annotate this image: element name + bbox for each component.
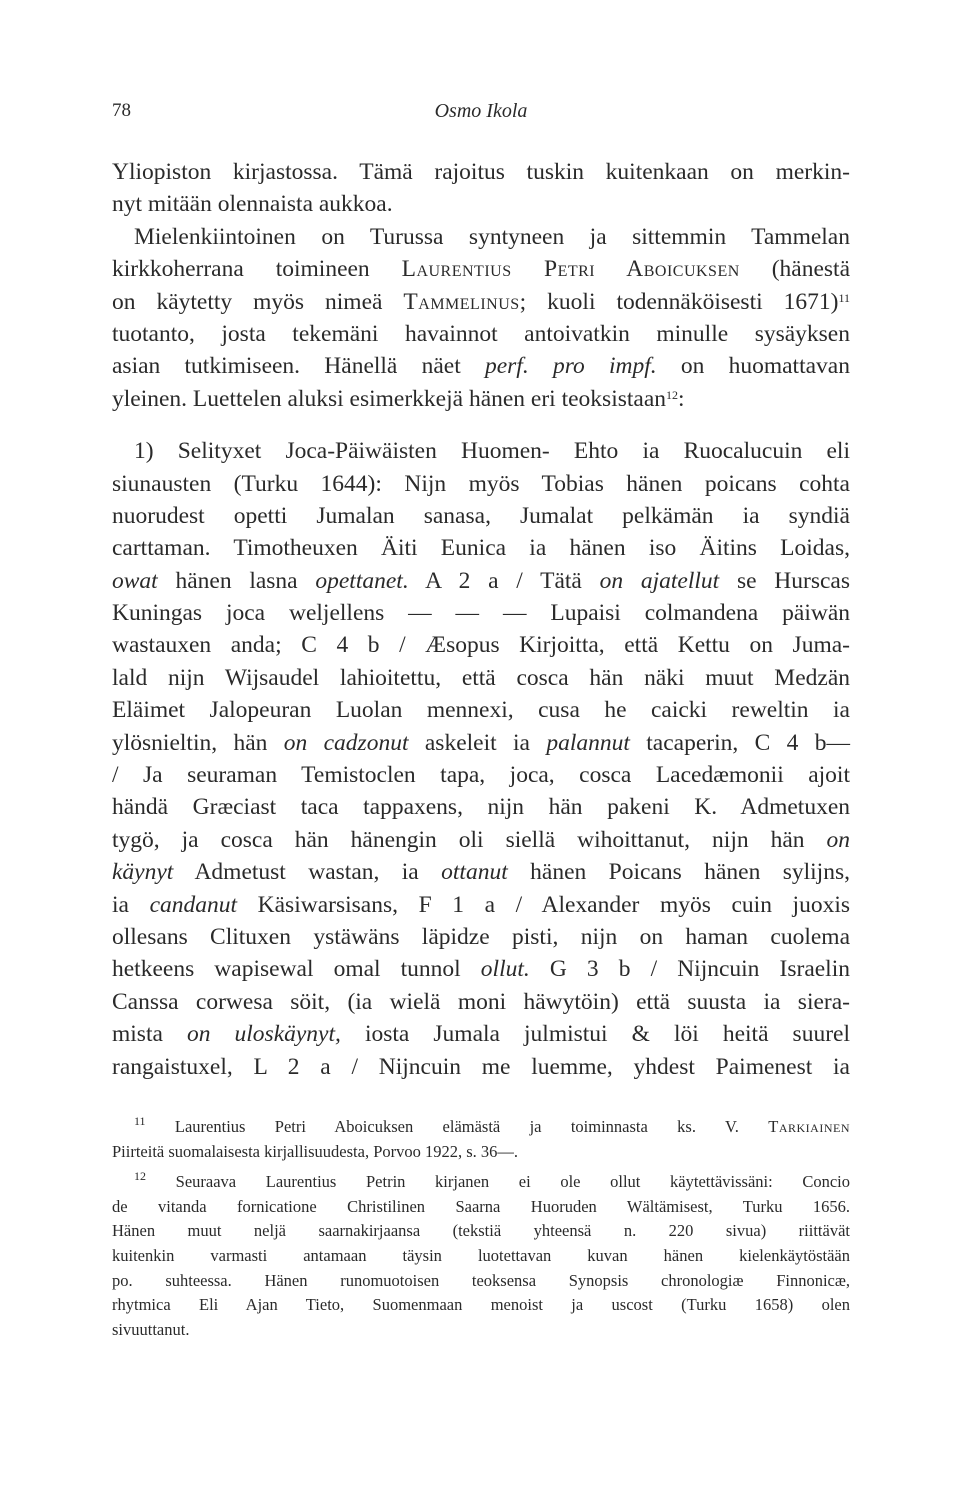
text-line: Yliopiston kirjastossa. Tämä rajoitus tuskin kuitenkaan on merkin- <box>112 159 850 185</box>
text-line: asian tutkimiseen. Hänellä näet perf. pro impf. on huomattavan <box>112 353 850 380</box>
footnote-number: 11 <box>134 1114 146 1128</box>
footnotes <box>112 1115 850 1342</box>
quote-line: mista on uloskäynyt, iosta Jumala julmistui & löi heitä suurel <box>112 1021 850 1048</box>
quote-line: rangaistuxel, L 2 a / Nijncuin me luemme, yhdest Paimenest ia <box>112 1053 850 1080</box>
footnote-line: rhytmica Eli Ajan Tieto, Suomenmaan menoist ja uscost (Turku 1658) olen <box>112 1295 850 1315</box>
italic-term: perf. pro impf. <box>484 353 657 380</box>
quote-line: händä Græciast taca tappaxens, nijn hän pakeni K. Admetuxen <box>112 794 850 821</box>
footnote-line: de vitanda fornicatione Christilinen Saarna Huoruden Wältämisest, Turku 1656. <box>112 1196 850 1216</box>
text-line: nyt mitään olennaista aukkoa. <box>112 191 393 218</box>
quote-line: ylösnieltin, hän on cadzonut askeleit ia palannut tacaperin, C 4 b— <box>112 729 851 756</box>
quote-line: / Ja seuraman Temistoclen tapa, joca, cosca Lacedæmonii ajoit <box>112 762 850 789</box>
text-line: yleinen. Luettelen aluksi esimerkkejä hänen eri teoksistaan$^{12}$: <box>112 385 685 412</box>
footnote-line: $^{11}$ Laurentius Petri Aboicuksen elämästä ja toiminnasta ks. V. Tarkiainen <box>134 1114 850 1136</box>
quote-line: Canssa corwesa söit, (ia wielä moni häwytöin) että suusta ia siera- <box>112 988 850 1015</box>
running-head-author: Osmo Ikola <box>434 100 528 122</box>
quote-line: carttaman. Timotheuxen Äiti Eunica ia hänen iso Äitins Loidas, <box>112 535 850 562</box>
quote-line: lald nijn Wijsaudel lahioitettu, että cosca hän näki muut Medzän <box>112 664 850 691</box>
footnote-line: $^{12}$ Seuraava Laurentius Petrin kirjanen ei ole ollut käytettävissäni: Concio <box>134 1169 850 1192</box>
author-name-smallcaps: Laurentius Petri Aboicuksen <box>401 256 740 283</box>
text-line: on käytetty myös nimeä Tammelinus; kuoli todennäköisesti 1671)$^{11}$ <box>112 288 850 315</box>
text-line: tuotanto, josta tekemäni havainnot antoivatkin minulle sysäyksen <box>112 320 850 347</box>
footnote-ref: 11 <box>838 290 850 305</box>
footnote-line: sivuuttanut. <box>112 1319 190 1339</box>
footnote-number: 12 <box>134 1169 146 1184</box>
footnote-line: po. suhteessa. Hänen runomuotoisen teoksensa Synopsis chronologiæ Finnonicæ, <box>112 1270 850 1290</box>
quote-line: wastauxen anda; C 4 b / Æsopus Kirjoitta, että Kettu on Juma- <box>112 632 850 659</box>
author-name-smallcaps: Tammelinus <box>403 288 520 315</box>
footnote-line: Hänen muut neljä saarnakirjaansa (tekstiä yhteensä n. 220 sivua) riittävät <box>112 1221 850 1241</box>
text-line: kirkkoherrana toimineen Laurentius Petri Aboicuksen (hänestä <box>112 256 850 283</box>
footnote-line: Piirteitä suomalaisesta kirjallisuudesta, Porvoo 1922, s. 36—. <box>112 1141 519 1161</box>
quote-line: siunausten (Turku 1644): Nijn myös Tobias hänen poicans cohta <box>112 470 850 497</box>
quote-line: hetkeens wapisewal omal tunnol ollut. G 3 b / Nijncuin Israelin <box>112 956 850 983</box>
quote-line: tygö, ja cosca hän hänengin oli siellä wihoittanut, nijn hän on <box>112 826 850 853</box>
quote-line: 1) Selityxet Joca-Päiwäisten Huomen- Ehto ia Ruocalucuin eli <box>134 438 850 465</box>
quote-line: käynyt Admetust wastan, ia ottanut hänen Poicans hänen sylijns, <box>112 859 850 886</box>
footnote-line: kuitenkin varmasti antamaan täysin luotettavan kuvan hänen kielenkäytöstään <box>112 1245 850 1265</box>
text-line: Mielenkiintoinen on Turussa syntyneen ja sittemmin Tammelan <box>134 223 850 250</box>
quote-line: ollesans Clituxen ystäwäns läpidze pisti, nijn on haman cuolema <box>112 923 850 950</box>
page-number: 78 <box>112 100 131 121</box>
footnote-ref: 12 <box>666 387 679 402</box>
quote-line: ia candanut Käsiwarsisans, F 1 a / Alexander myös cuin juoxis <box>112 891 850 918</box>
quote-line: Kuningas joca weljellens — — — Lupaisi colmandena päiwän <box>112 600 850 627</box>
quote-line: nuorudest opetti Jumalan sanasa, Jumalat pelkämän ia syndiä <box>112 502 850 529</box>
quote-line: Eläimet Jalopeuran Luolan mennexi, cusa he caicki reweltin ia <box>112 697 850 724</box>
quote-line: owat hänen lasna opettanet. A 2 a / Tätä on ajatellut se Hurscas <box>112 567 850 594</box>
page-header <box>112 100 850 132</box>
body-text <box>112 156 850 1083</box>
paragraph-gap <box>112 415 850 435</box>
